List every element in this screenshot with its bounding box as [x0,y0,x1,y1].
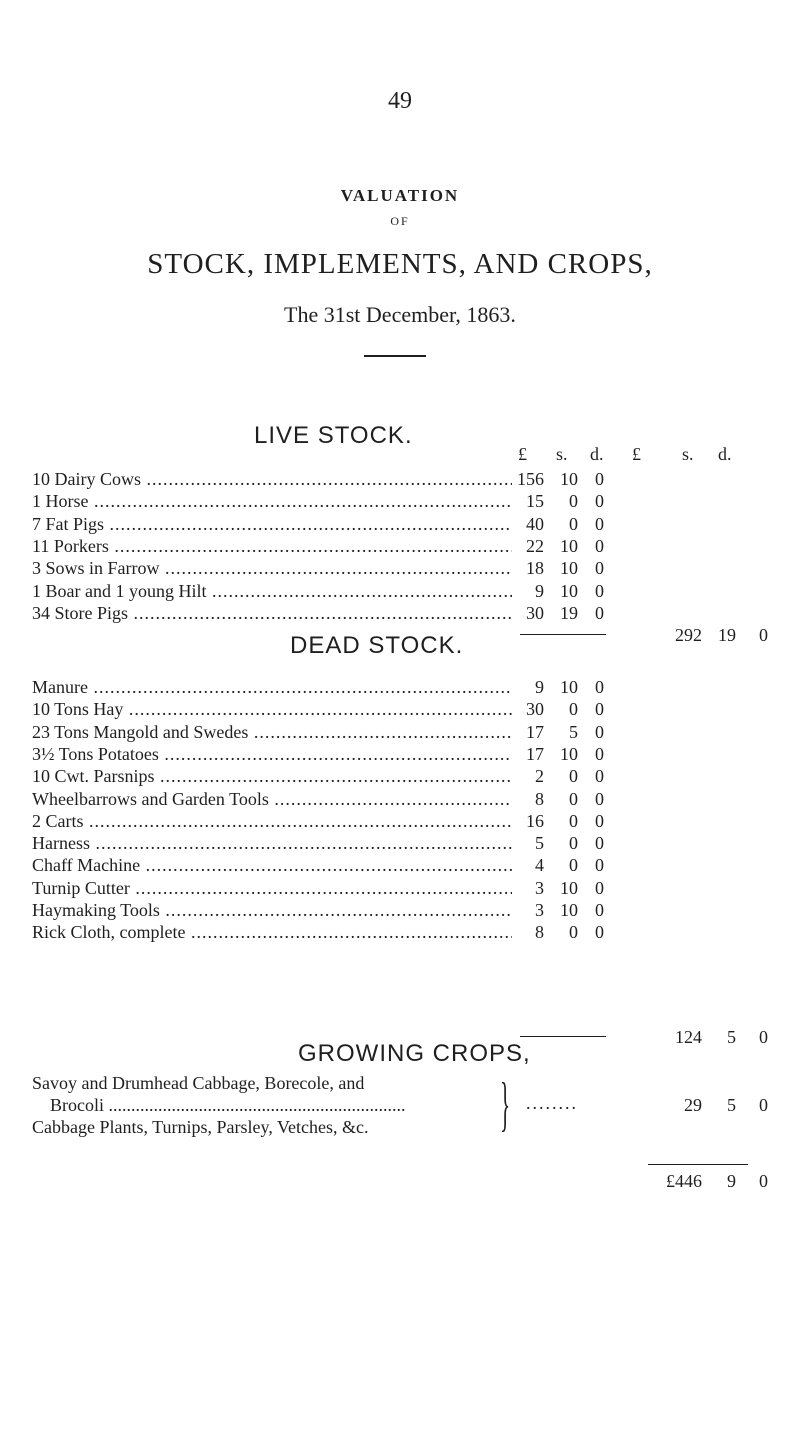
total-pence-header: d. [718,444,732,464]
pounds-cell: 8 [535,788,544,809]
item-label-text: Chaff Machine [32,855,141,876]
pounds-cell: 16 [526,810,544,831]
item-label-text: 10 Tons Hay [32,699,124,720]
title-divider [364,355,426,357]
shillings-cell: 19 [560,602,578,623]
item-label-text: 1 Boar and 1 young Hilt [32,580,207,601]
shillings-cell: 10 [560,677,578,697]
pence-cell: 0 [595,810,604,831]
item-label-text: Harness [32,833,90,854]
item-label [32,832,512,854]
grand-total-rule [648,1164,748,1165]
item-label-text: Turnip Cutter [32,877,130,898]
grand-total-pounds: £446 [666,1171,702,1191]
shillings-cell: 0 [569,922,578,943]
item-label-text: 10 Cwt. Parsnips [32,766,155,787]
item-label-text: 2 Carts [32,810,84,831]
ledger-row [32,743,792,765]
pence-cell: 0 [595,491,604,512]
live-stock-total-pounds: 292 [675,625,702,645]
pence-cell: 0 [595,922,604,943]
shillings-cell: 0 [569,855,578,876]
item-label-text: 23 Tons Mangold and Swedes [32,721,249,742]
item-label [32,513,512,535]
item-label [32,468,512,490]
item-label-text: 1 Horse [32,491,89,512]
live-stock-total-pence: 0 [759,625,768,645]
page-number: 49 [388,88,412,114]
ledger-row [32,854,792,876]
pounds-cell: 17 [526,743,544,764]
growing-crops-total-pounds: 29 [684,1095,702,1115]
item-label [32,490,512,512]
item-label-text: 34 Store Pigs [32,602,129,623]
pounds-cell: 3 [535,900,544,920]
shillings-cell: 0 [569,699,578,720]
pounds-cell: 4 [535,855,544,876]
pence-cell: 0 [595,855,604,876]
dead-stock-total-shillings: 5 [727,1027,736,1047]
item-label [32,698,512,720]
shillings-cell: 10 [560,580,578,601]
shillings-cell: 0 [569,513,578,534]
item-label [32,899,512,921]
pounds-cell: 30 [526,602,544,623]
ledger-row [32,468,792,490]
growing-crops-total-pence: 0 [759,1095,768,1115]
pence-cell: 0 [595,535,604,556]
ledger-row [32,899,792,921]
item-label-text: Manure [32,677,88,697]
pounds-cell: 40 [526,513,544,534]
pence-cell: 0 [595,699,604,720]
ledger-row [32,788,792,810]
item-label-text: 11 Porkers [32,535,109,556]
item-label [32,721,512,743]
total-shillings-header: s. [682,444,694,464]
pence-cell: 0 [595,788,604,809]
live-stock-total-shillings: 19 [718,625,736,645]
pence-cell: 0 [595,677,604,697]
growing-crops-line-2-text: Brocoli [50,1095,104,1115]
grand-total-shillings: 9 [727,1171,736,1191]
ledger-row [32,765,792,787]
pounds-cell: 9 [535,580,544,601]
pounds-cell: 17 [526,721,544,742]
item-label [32,921,512,943]
live-stock-heading: LIVE STOCK. [254,422,413,449]
pence-cell: 0 [595,721,604,742]
ledger-row [32,877,792,899]
grand-total-row [32,1170,792,1192]
item-label-text: 7 Fat Pigs [32,513,105,534]
shillings-cell: 10 [560,900,578,920]
ledger-row [32,721,792,743]
shillings-cell: 0 [569,833,578,854]
growing-crops-line-3: Cabbage Plants, Turnips, Parsley, Vetches, &c. [32,1117,369,1137]
item-label [32,743,512,765]
item-label [32,602,512,624]
ledger-row [32,513,792,535]
shillings-cell: 10 [560,877,578,898]
pounds-cell: 8 [535,922,544,943]
item-label-text: 10 Dairy Cows [32,469,141,489]
pence-cell: 0 [595,766,604,787]
item-label [32,788,512,810]
title-of: OF [390,214,410,228]
item-label [32,535,512,557]
dead-stock-total-pounds: 124 [675,1027,702,1047]
pounds-cell: 18 [526,558,544,579]
shillings-cell: 10 [560,535,578,556]
growing-crops-leader-dots: .................................................................. [104,1095,406,1115]
ledger-row [32,698,792,720]
shillings-cell: 10 [560,469,578,489]
ledger-row [32,810,792,832]
shillings-cell: 10 [560,558,578,579]
shillings-cell: 0 [569,788,578,809]
item-label-text: Haymaking Tools [32,900,160,920]
page-title: STOCK, IMPLEMENTS, AND CROPS, [147,248,653,280]
title-valuation: VALUATION [340,186,460,205]
pounds-cell: 9 [535,677,544,697]
pence-header: d. [590,444,604,464]
pence-cell: 0 [595,469,604,489]
pounds-cell: 15 [526,491,544,512]
total-pounds-header: £ [632,444,641,464]
ledger-row [32,832,792,854]
ledger-row [32,676,792,698]
item-label [32,810,512,832]
item-label-text: 3 Sows in Farrow [32,558,160,579]
pence-cell: 0 [595,900,604,920]
dead-stock-heading: DEAD STOCK. [290,632,464,659]
item-label-text: Rick Cloth, complete [32,922,186,943]
item-label [32,854,512,876]
growing-crops-heading: GROWING CROPS, [298,1040,531,1067]
pounds-cell: 22 [526,535,544,556]
item-label-text: Wheelbarrows and Garden Tools [32,788,269,809]
shillings-cell: 0 [569,766,578,787]
pence-cell: 0 [595,602,604,623]
shillings-cell: 0 [569,810,578,831]
item-label-text: 3½ Tons Potatoes [32,743,159,764]
pounds-cell: 5 [535,833,544,854]
pounds-cell: 30 [526,699,544,720]
pence-cell: 0 [595,580,604,601]
pence-cell: 0 [595,877,604,898]
shillings-header: s. [556,444,568,464]
growing-crops-line-1: Savoy and Drumhead Cabbage, Borecole, and [32,1073,365,1093]
pounds-cell: 3 [535,877,544,898]
ledger-row [32,580,792,602]
pounds-header: £ [518,444,527,464]
pounds-cell: 156 [517,469,544,489]
ledger-row [32,535,792,557]
ledger-row [32,490,792,512]
shillings-cell: 5 [569,721,578,742]
item-label [32,557,512,579]
item-label [32,676,512,698]
dead-stock-total-pence: 0 [759,1027,768,1047]
shillings-cell: 10 [560,743,578,764]
pence-cell: 0 [595,513,604,534]
ledger-row [32,557,792,579]
valuation-date: The 31st December, 1863. [284,302,516,327]
pounds-cell: 2 [535,766,544,787]
pence-cell: 0 [595,743,604,764]
pence-cell: 0 [595,558,604,579]
ledger-row [32,921,792,943]
growing-crops-total-row [32,1094,792,1116]
ledger-row [32,602,792,624]
pence-cell: 0 [595,833,604,854]
growing-crops-total-shillings: 5 [727,1095,736,1115]
shillings-cell: 0 [569,491,578,512]
item-label [32,877,512,899]
growing-crops-brace: } [500,1071,511,1137]
item-label [32,580,512,602]
growing-crops-dots: ........ [526,1093,578,1113]
grand-total-pence: 0 [759,1171,768,1191]
item-label [32,765,512,787]
